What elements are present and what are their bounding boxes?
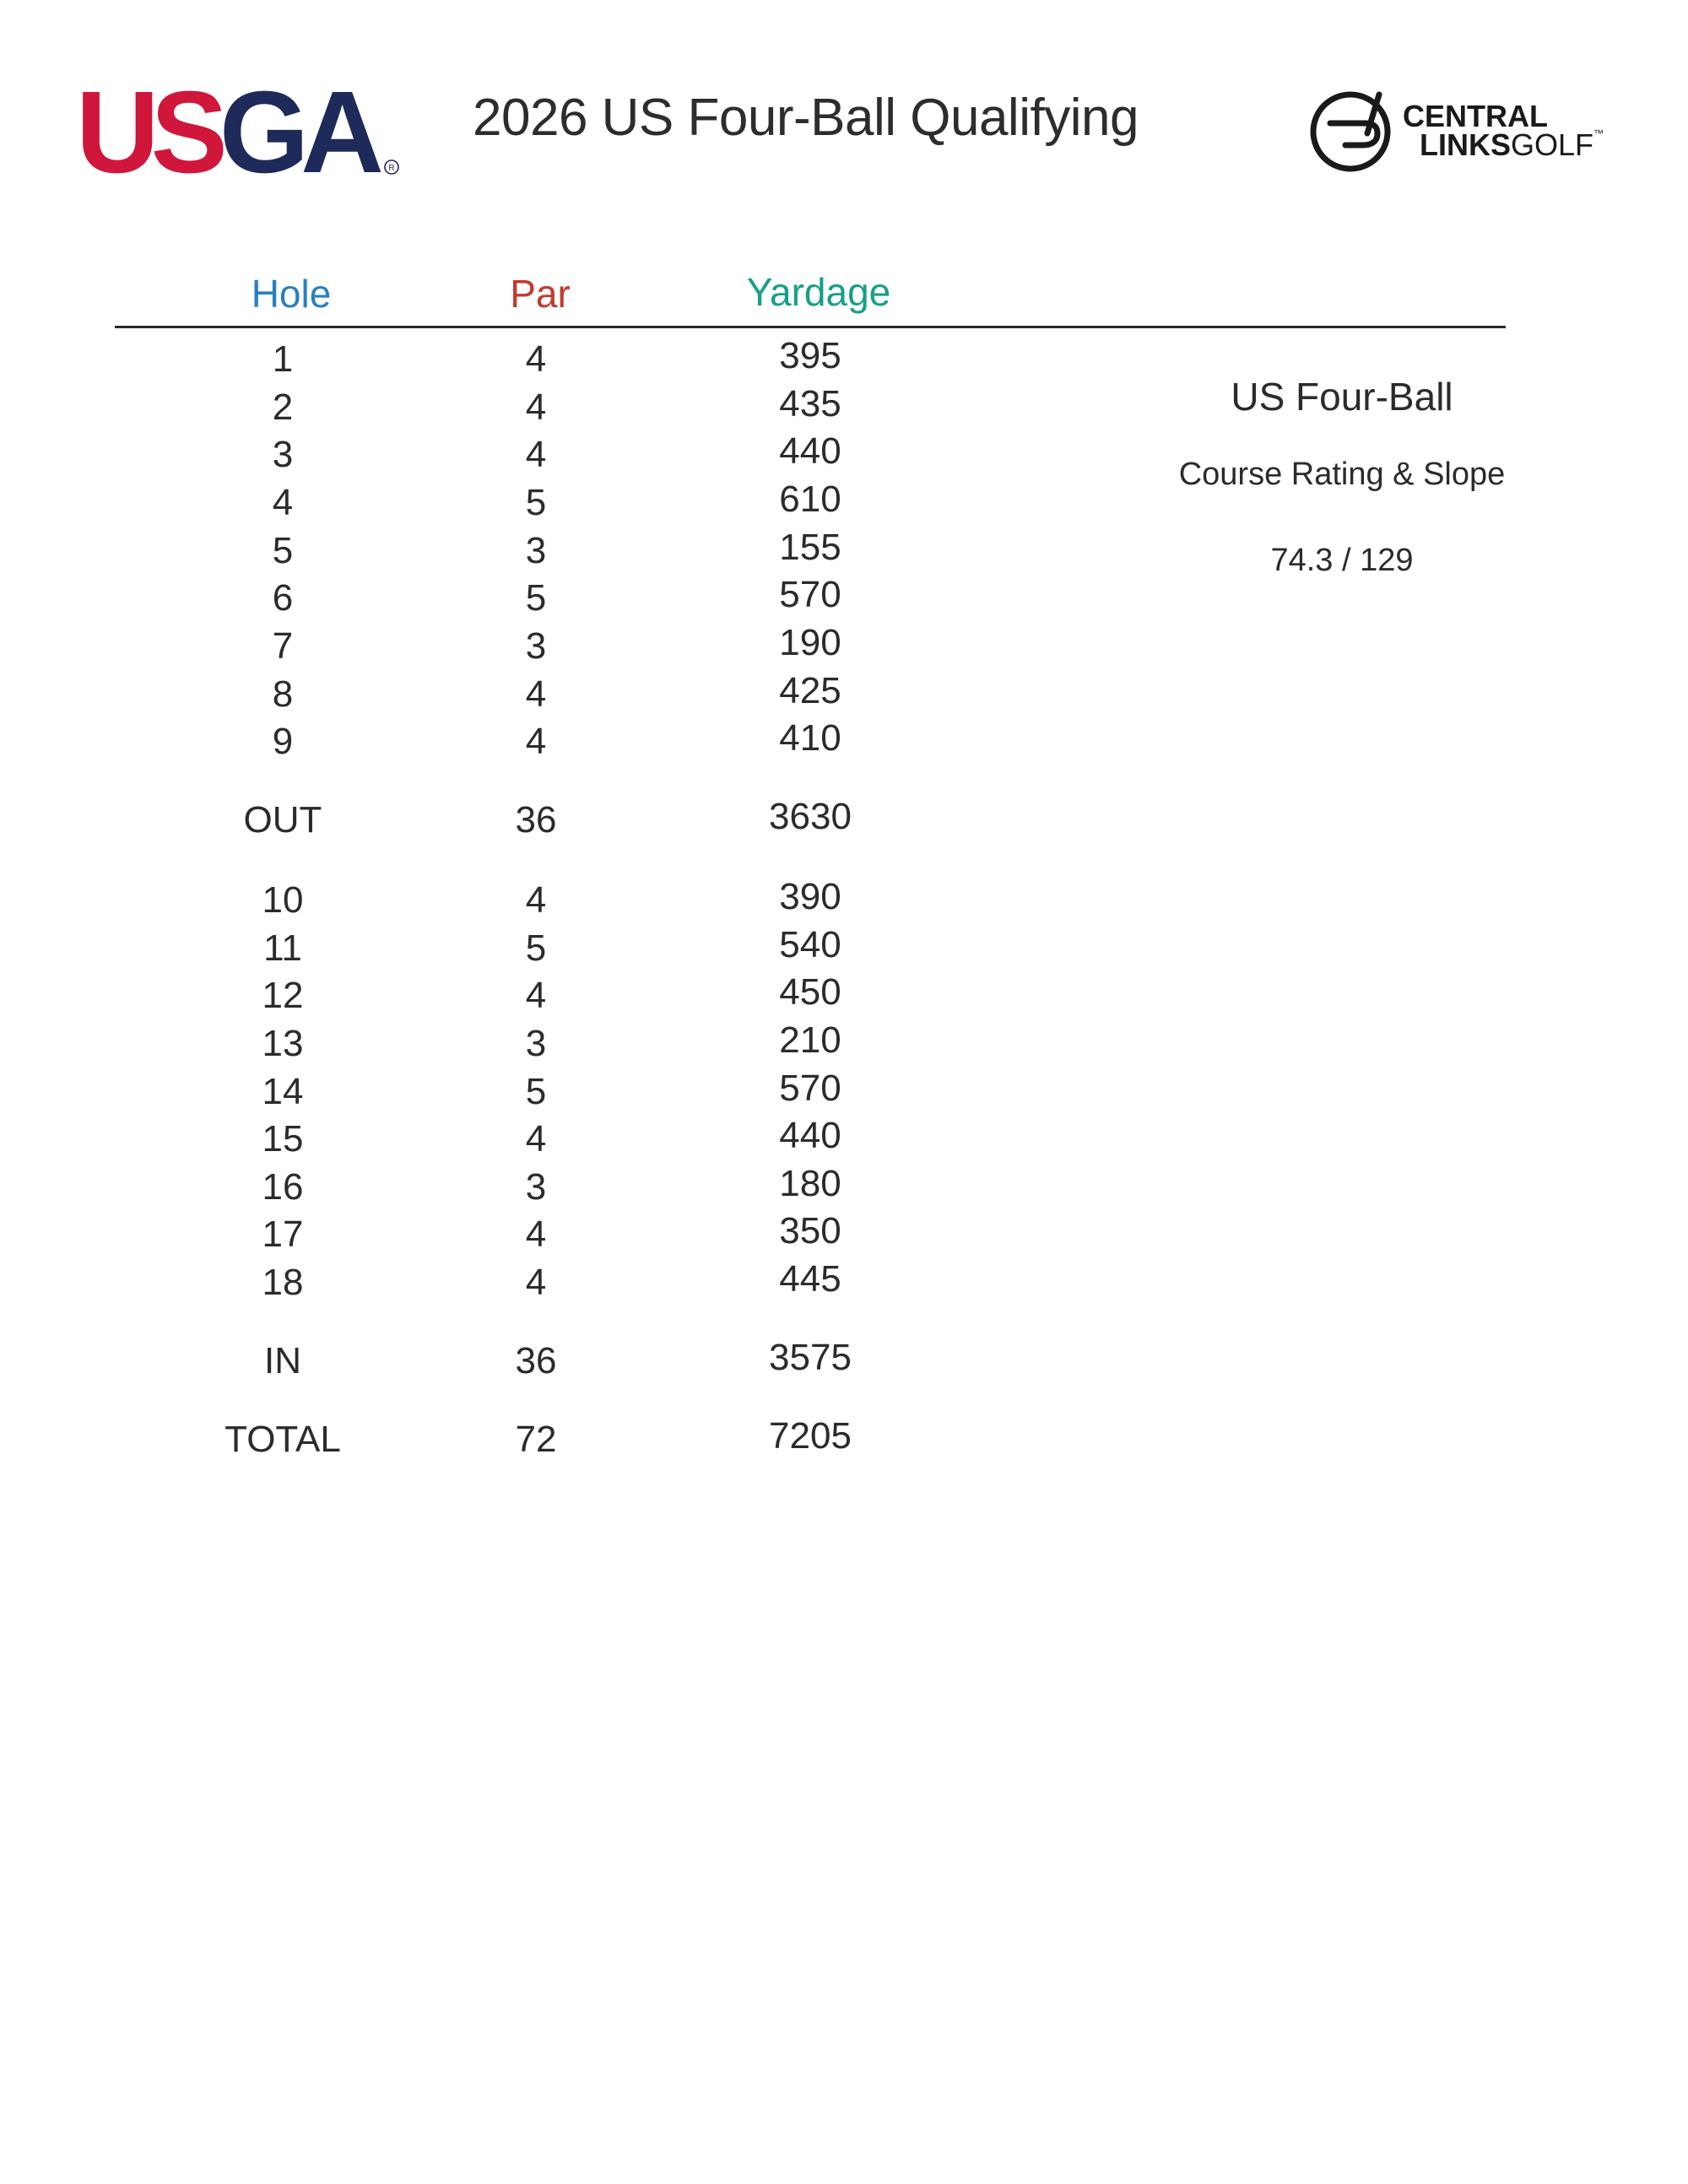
par-cell: 4: [525, 721, 547, 762]
side-rating-label: Course Rating & Slope: [1178, 457, 1506, 492]
yardage-cell: 155: [779, 527, 841, 568]
usga-logo-us: US: [76, 68, 221, 197]
par-cell: 4: [525, 1214, 547, 1255]
central-links-golf-logo: [1307, 84, 1604, 177]
yardage-cell: 425: [779, 670, 841, 711]
hole-cell: 10: [262, 879, 304, 921]
usga-logo-ga: GA: [219, 68, 377, 197]
hole-cell: 14: [262, 1071, 304, 1112]
table-row: [0, 1116, 928, 1163]
yardage-cell: 395: [779, 335, 841, 376]
hole-cell: 7: [272, 625, 294, 667]
table-row: [0, 972, 928, 1019]
clg-line1: CENTRAL: [1403, 99, 1548, 133]
side-rating-value: 74.3 / 129: [1270, 543, 1414, 578]
table-row: [0, 877, 928, 924]
par-cell: 4: [525, 879, 547, 921]
hole-cell: 17: [262, 1214, 304, 1255]
table-row: [0, 1020, 928, 1068]
grand-total-row: [0, 1416, 928, 1463]
yardage-cell: 435: [779, 383, 841, 424]
par-cell: 72: [515, 1419, 557, 1460]
yardage-cell: 350: [779, 1210, 841, 1251]
par-cell: 4: [525, 673, 547, 715]
hole-cell: 15: [262, 1118, 304, 1160]
table-row: [0, 1068, 928, 1116]
yardage-cell: 190: [779, 622, 841, 663]
par-cell: 5: [525, 577, 547, 619]
yardage-cell: 610: [779, 478, 841, 520]
hole-cell: 9: [272, 721, 294, 762]
par-cell: 4: [525, 338, 547, 380]
hole-cell: 4: [272, 482, 294, 523]
hole-cell: 18: [262, 1262, 304, 1303]
par-cell: 36: [515, 1340, 557, 1381]
hole-cell: 12: [262, 975, 304, 1016]
hole-cell: 3: [272, 434, 294, 475]
par-cell: 4: [525, 387, 547, 428]
yardage-cell: 540: [779, 924, 841, 965]
column-header-yardage: Yardage: [746, 270, 891, 314]
par-cell: 4: [525, 434, 547, 475]
yardage-cell: 450: [779, 971, 841, 1013]
hole-cell: 13: [262, 1023, 304, 1064]
page-title: 2026 US Four-Ball Qualifying: [473, 89, 1139, 147]
par-cell: 5: [525, 1071, 547, 1112]
hole-cell: OUT: [243, 799, 322, 841]
hole-cell: 6: [272, 577, 294, 619]
par-cell: 5: [525, 482, 547, 523]
yardage-cell: 570: [779, 1068, 841, 1109]
scorecard-table: [0, 0, 928, 1519]
in-total-row: [0, 1338, 928, 1385]
yardage-cell: 210: [779, 1019, 841, 1061]
yardage-cell: 3575: [769, 1337, 852, 1378]
table-row: [0, 479, 928, 527]
par-cell: 3: [525, 625, 547, 667]
yardage-cell: 3630: [769, 796, 852, 837]
hole-cell: 11: [263, 927, 302, 969]
par-cell: 4: [525, 975, 547, 1016]
par-cell: 4: [525, 1262, 547, 1303]
hole-cell: 5: [272, 530, 294, 571]
par-cell: 3: [525, 1023, 547, 1064]
hole-cell: 16: [262, 1166, 304, 1208]
table-row: [0, 671, 928, 718]
yardage-cell: 7205: [769, 1415, 852, 1457]
yardage-cell: 570: [779, 574, 841, 615]
table-row: [0, 336, 928, 383]
column-header-hole: Hole: [251, 272, 332, 316]
hole-cell: TOTAL: [225, 1419, 341, 1460]
table-row: [0, 431, 928, 478]
table-row: [0, 623, 928, 670]
svg-text:R: R: [388, 164, 395, 173]
par-cell: 3: [525, 530, 547, 571]
par-cell: 36: [515, 799, 557, 841]
clg-line2: LINKSGOLF™: [1420, 127, 1604, 162]
column-header-par: Par: [510, 272, 571, 316]
yardage-cell: 180: [779, 1163, 841, 1204]
par-cell: 5: [525, 927, 547, 969]
golf-club-icon: [1313, 95, 1388, 169]
table-row: [0, 718, 928, 765]
hole-cell: 1: [272, 338, 294, 380]
hole-cell: 8: [272, 673, 294, 715]
yardage-cell: 440: [779, 430, 841, 472]
table-row: [0, 1164, 928, 1211]
par-cell: 3: [525, 1166, 547, 1208]
yardage-cell: 410: [779, 717, 841, 759]
out-total-row: [0, 797, 928, 844]
yardage-cell: 440: [779, 1115, 841, 1156]
par-cell: 4: [525, 1118, 547, 1160]
yardage-cell: 445: [779, 1258, 841, 1300]
hole-cell: IN: [264, 1340, 301, 1381]
table-row: [0, 575, 928, 622]
table-row: [0, 527, 928, 575]
table-row: [0, 1259, 928, 1306]
hole-cell: 2: [272, 387, 294, 428]
table-row: [0, 1211, 928, 1258]
yardage-cell: 390: [779, 876, 841, 917]
table-row: [0, 925, 928, 972]
table-row: [0, 384, 928, 431]
side-event-title: US Four-Ball: [1231, 375, 1453, 419]
